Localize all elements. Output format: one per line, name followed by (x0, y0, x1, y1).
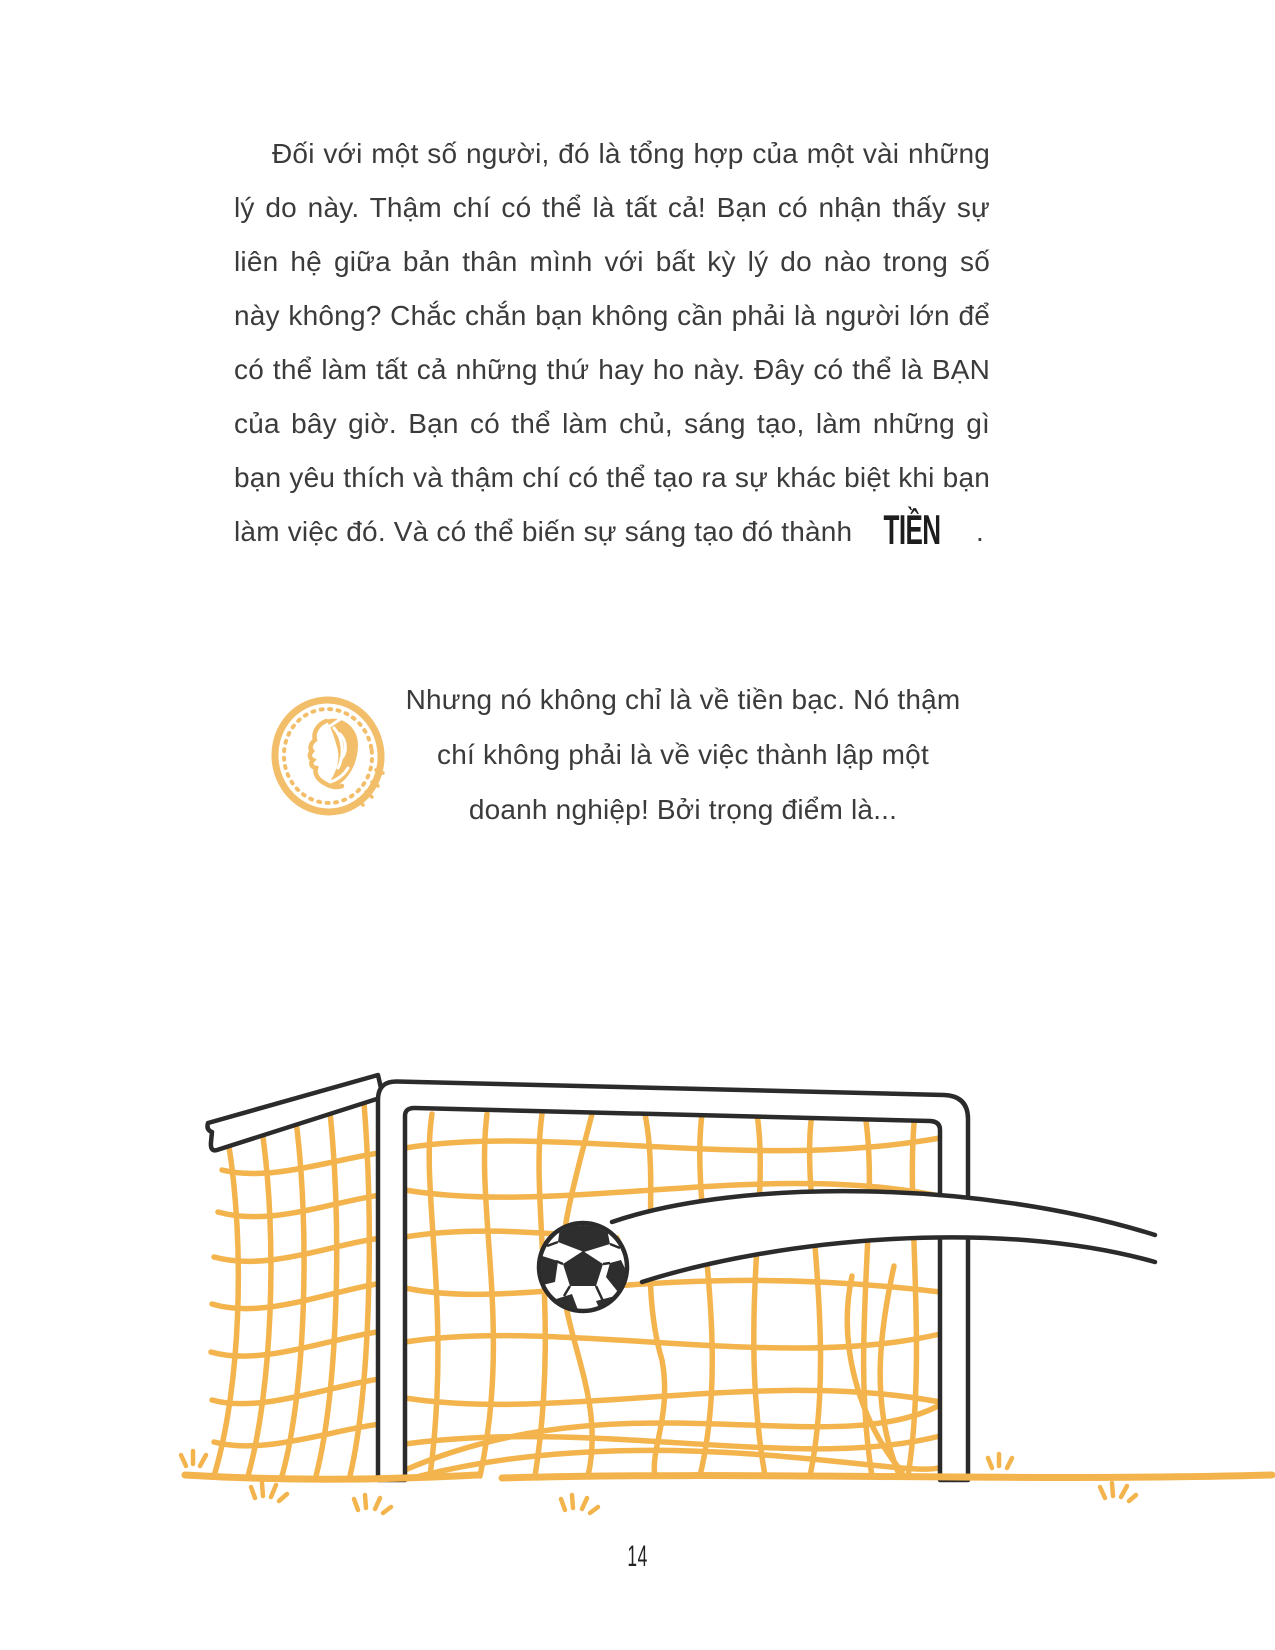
money-word: TIỀN (883, 506, 941, 553)
goal-back-bar (208, 1075, 384, 1150)
coin-paragraph: Nhưng nó không chỉ là về tiền bạc. Nó thậm chí không phải là về việc thành lập một doanh nghiệp! Bởi trọng điểm là... (405, 684, 961, 825)
goal-net (405, 1114, 940, 1476)
paragraph-1-text: Đối với một số người, đó là tổng hợp của một vài những lý do này. Thậm chí có thể là tất cả! Bạn có nhận thấy sự liên hệ giữa bản thân mình với bất kỳ lý do nào trong số này không? Chắc chắn bạn không cần phải là người lớn để có thể làm tất cả những thứ hay ho này. Đây có thể là BẠN của bây giờ. Bạn có thể làm chủ, sáng tạo, làm những gì bạn yêu thích và thậm chí có thể tạo ra sự khác biệt khi bạn làm việc đó. Và có thể biến sự sáng tạo đó thành (234, 138, 990, 547)
body-paragraph (234, 127, 990, 559)
soccer-goal-net-illustration (0, 1030, 1275, 1520)
ball-motion-swoosh (612, 1191, 1155, 1282)
gold-coin-profile-icon (268, 696, 390, 818)
paragraph-1-period: . (975, 516, 984, 547)
ground-line (185, 1475, 1272, 1479)
goal-net-left-panel (211, 1103, 395, 1476)
page-number: 14 (627, 1540, 648, 1573)
